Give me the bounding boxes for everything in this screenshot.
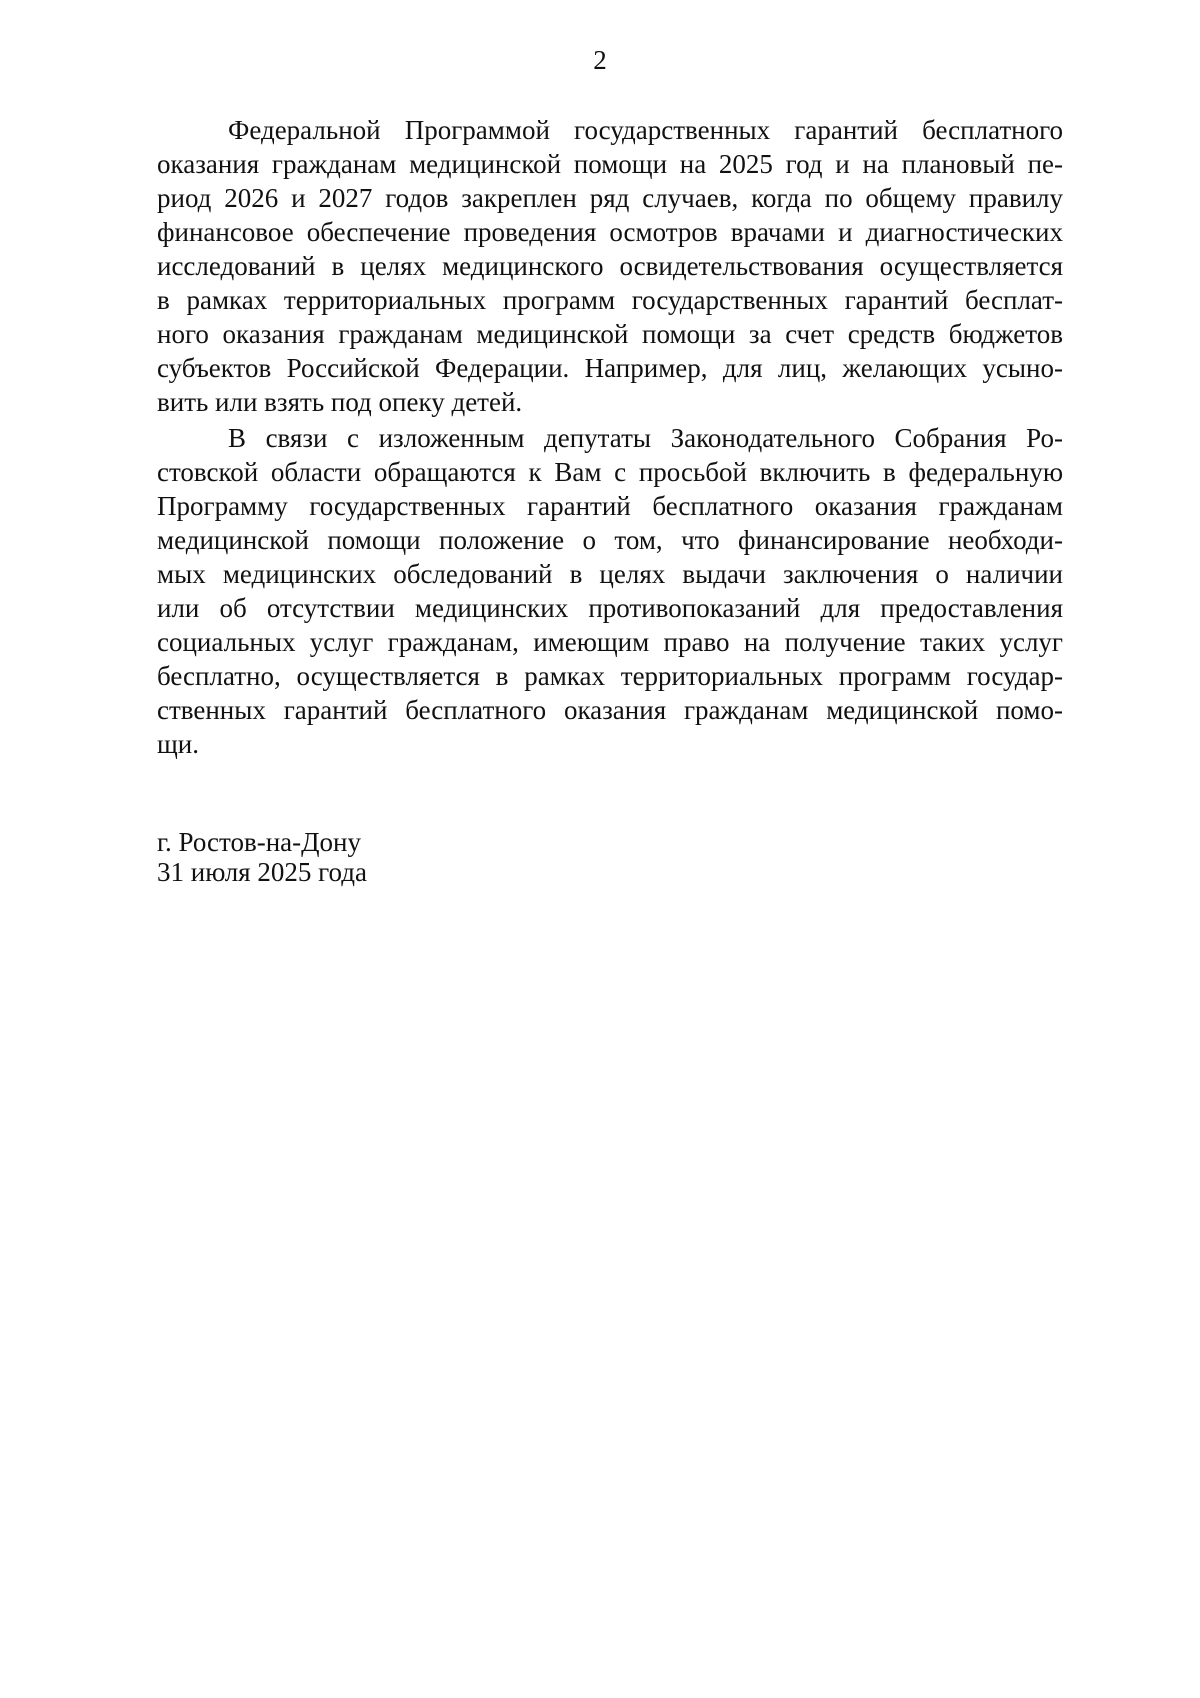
paragraph-line: вить или взять под опеку детей. bbox=[157, 387, 523, 417]
paragraph-line: риод 2026 и 2027 годов закреплен ряд случаев, когда по общему правилу bbox=[157, 183, 1063, 213]
paragraph-line: субъектов Российской Федерации. Например, для лиц, желающих усыно- bbox=[157, 353, 1063, 383]
paragraph-line: Программу государственных гарантий бесплатного оказания гражданам bbox=[157, 491, 1063, 521]
paragraph-line: В связи с изложенным депутаты Законодательного Собрания Ро- bbox=[228, 423, 1063, 453]
paragraph-line: исследований в целях медицинского освидетельствования осуществляется bbox=[157, 251, 1063, 281]
paragraph-line: финансовое обеспечение проведения осмотров врачами и диагностических bbox=[157, 217, 1063, 247]
paragraph-line: ственных гарантий бесплатного оказания гражданам медицинской помо- bbox=[157, 695, 1063, 725]
paragraph-line: или об отсутствии медицинских противопоказаний для предоставления bbox=[157, 593, 1063, 623]
paragraph-line: бесплатно, осуществляется в рамках территориальных программ государ- bbox=[157, 661, 1063, 691]
paragraph-line: медицинской помощи положение о том, что финансирование необходи- bbox=[157, 525, 1063, 555]
paragraph-line: Федеральной Программой государственных гарантий бесплатного bbox=[228, 115, 1063, 145]
paragraph-line: стовской области обращаются к Вам с просьбой включить в федеральную bbox=[157, 457, 1063, 487]
paragraph-line: оказания гражданам медицинской помощи на 2025 год и на плановый пе- bbox=[157, 149, 1063, 179]
paragraph-line: мых медицинских обследований в целях выдачи заключения о наличии bbox=[157, 559, 1063, 589]
signature-city: г. Ростов-на-Дону bbox=[157, 827, 362, 857]
signature-date: 31 июля 2025 года bbox=[157, 857, 367, 887]
paragraph-line: щи. bbox=[157, 729, 199, 759]
paragraph-line: в рамках территориальных программ государственных гарантий бесплат- bbox=[157, 285, 1063, 315]
paragraph-line: ного оказания гражданам медицинской помощи за счет средств бюджетов bbox=[157, 319, 1063, 349]
page-number: 2 bbox=[593, 45, 607, 75]
paragraph-line: социальных услуг гражданам, имеющим право на получение таких услуг bbox=[157, 627, 1063, 657]
